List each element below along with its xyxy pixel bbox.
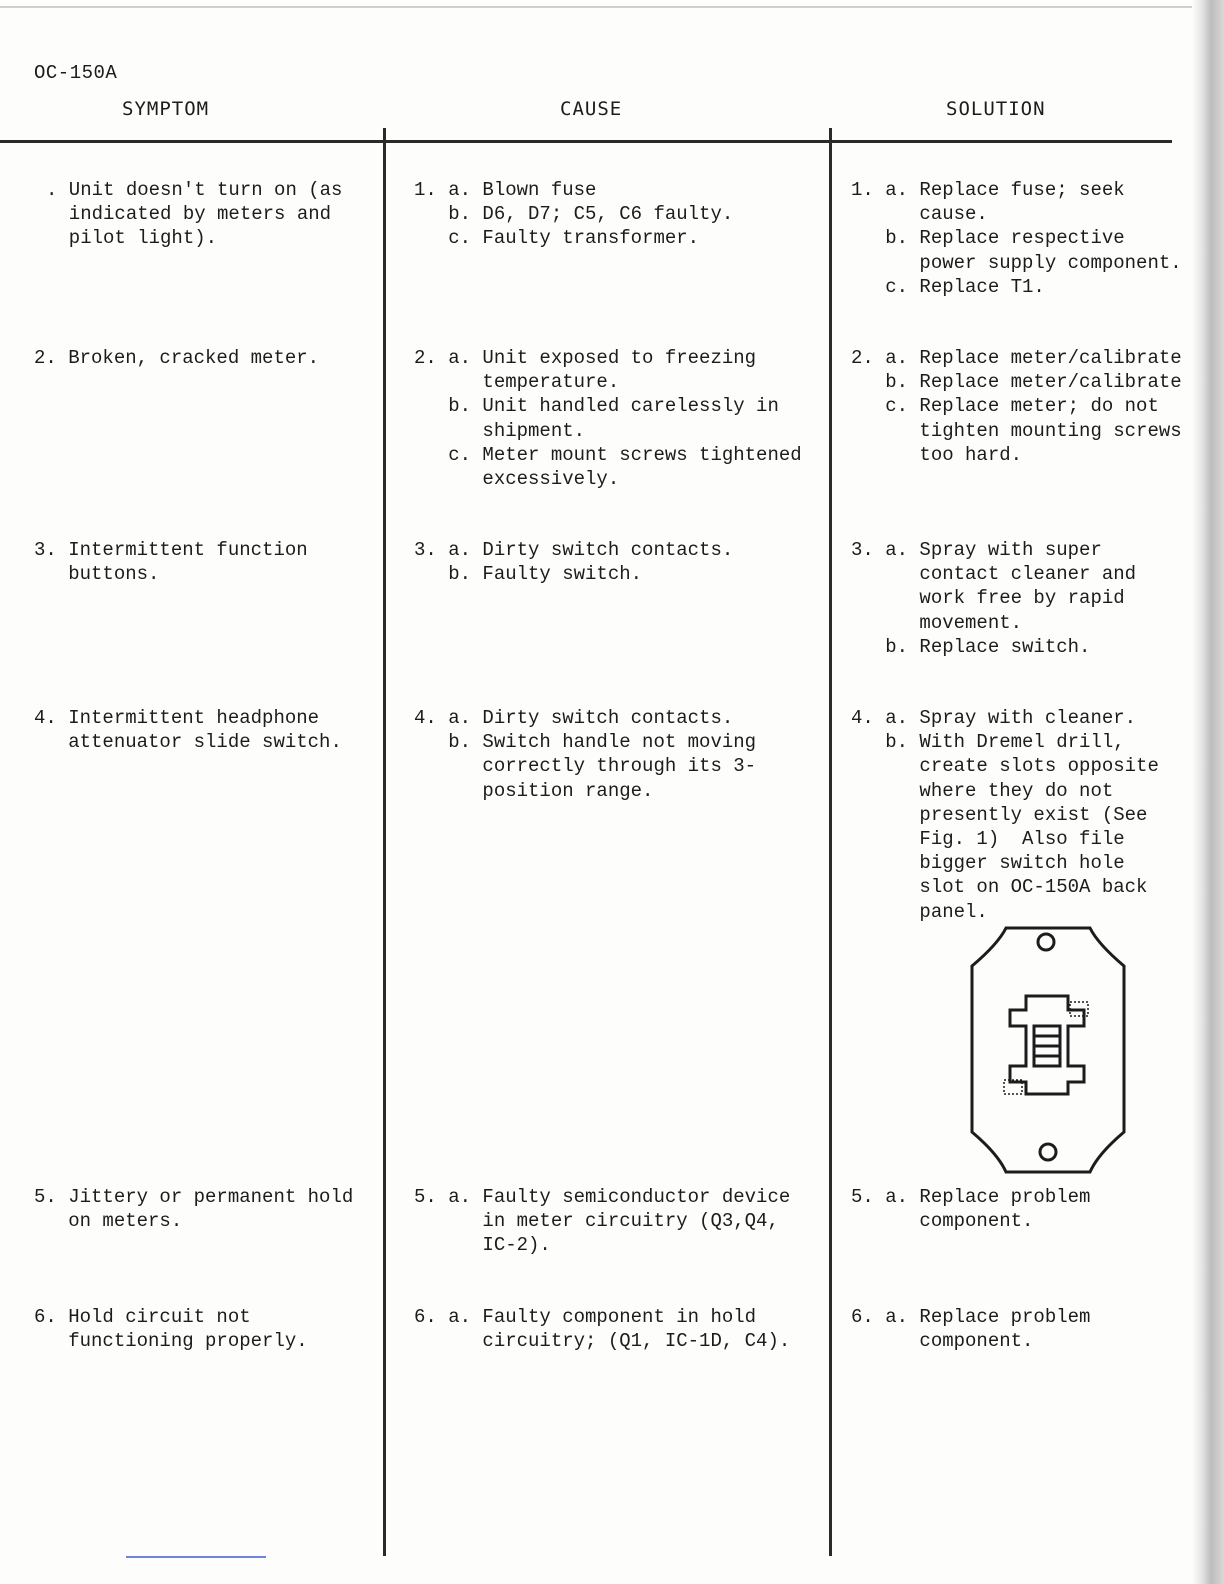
row-6-cause: 6. a. Faulty component in hold circuitry; (Q1, IC-1D, C4). [414,1306,791,1353]
row-3-solution: 3. a. Spray with super contact cleaner and work free by rapid movement. b. Replace switch. [851,539,1137,658]
row-2-cause: 2. a. Unit exposed to freezing temperature. b. Unit handled carelessly in shipment. c. Meter mount screws tightened excessively. [414,347,802,491]
column-divider-1 [383,128,386,1556]
row-6-symptom: 6. Hold circuit not functioning properly. [34,1306,308,1353]
row-6-solution: 6. a. Replace problem component. [851,1306,1091,1353]
row-1-cause: 1. a. Blown fuse b. D6, D7; C5, C6 faulty. c. Faulty transformer. [414,179,734,250]
scan-shadow-edge [1192,0,1224,1584]
row-4-symptom: 4. Intermittent headphone attenuator slide switch. [34,707,342,754]
page-top-edge [0,6,1196,8]
column-header-solution: SOLUTION [946,98,1046,120]
row-1-symptom: . Unit doesn't turn on (as indicated by meters and pilot light). [46,179,343,250]
row-4-cause: 4. a. Dirty switch contacts. b. Switch handle not moving correctly through its 3- position range. [414,707,757,802]
row-1-solution: 1. a. Replace fuse; seek cause. b. Replace respective power supply component. c. Replace T1. [851,179,1182,298]
row-3-cause: 3. a. Dirty switch contacts. b. Faulty switch. [414,539,734,586]
row-2-solution: 2. a. Replace meter/calibrate b. Replace meter/calibrate c. Replace meter; do not tighten mounting screws too hard. [851,347,1182,466]
row-3-symptom: 3. Intermittent function buttons. [34,539,308,586]
column-header-cause: CAUSE [560,98,623,120]
column-header-symptom: SYMPTOM [122,98,210,120]
footer-mark [126,1556,266,1558]
row-5-solution: 5. a. Replace problem component. [851,1186,1091,1233]
header-rule [0,140,1172,143]
row-4-solution: 4. a. Spray with cleaner. b. With Dremel drill, create slots opposite where they do not presently exist (See Fig. 1) Also file bigger switch hole slot on OC-150A back panel. [851,707,1159,923]
row-2-symptom: 2. Broken, cracked meter. [34,347,320,369]
row-5-cause: 5. a. Faulty semiconductor device in meter circuitry (Q3,Q4, IC-2). [414,1186,791,1257]
slide-switch-diagram-icon [966,922,1130,1178]
document-id: OC-150A [34,62,118,84]
column-divider-2 [829,128,832,1556]
row-5-symptom: 5. Jittery or permanent hold on meters. [34,1186,354,1233]
